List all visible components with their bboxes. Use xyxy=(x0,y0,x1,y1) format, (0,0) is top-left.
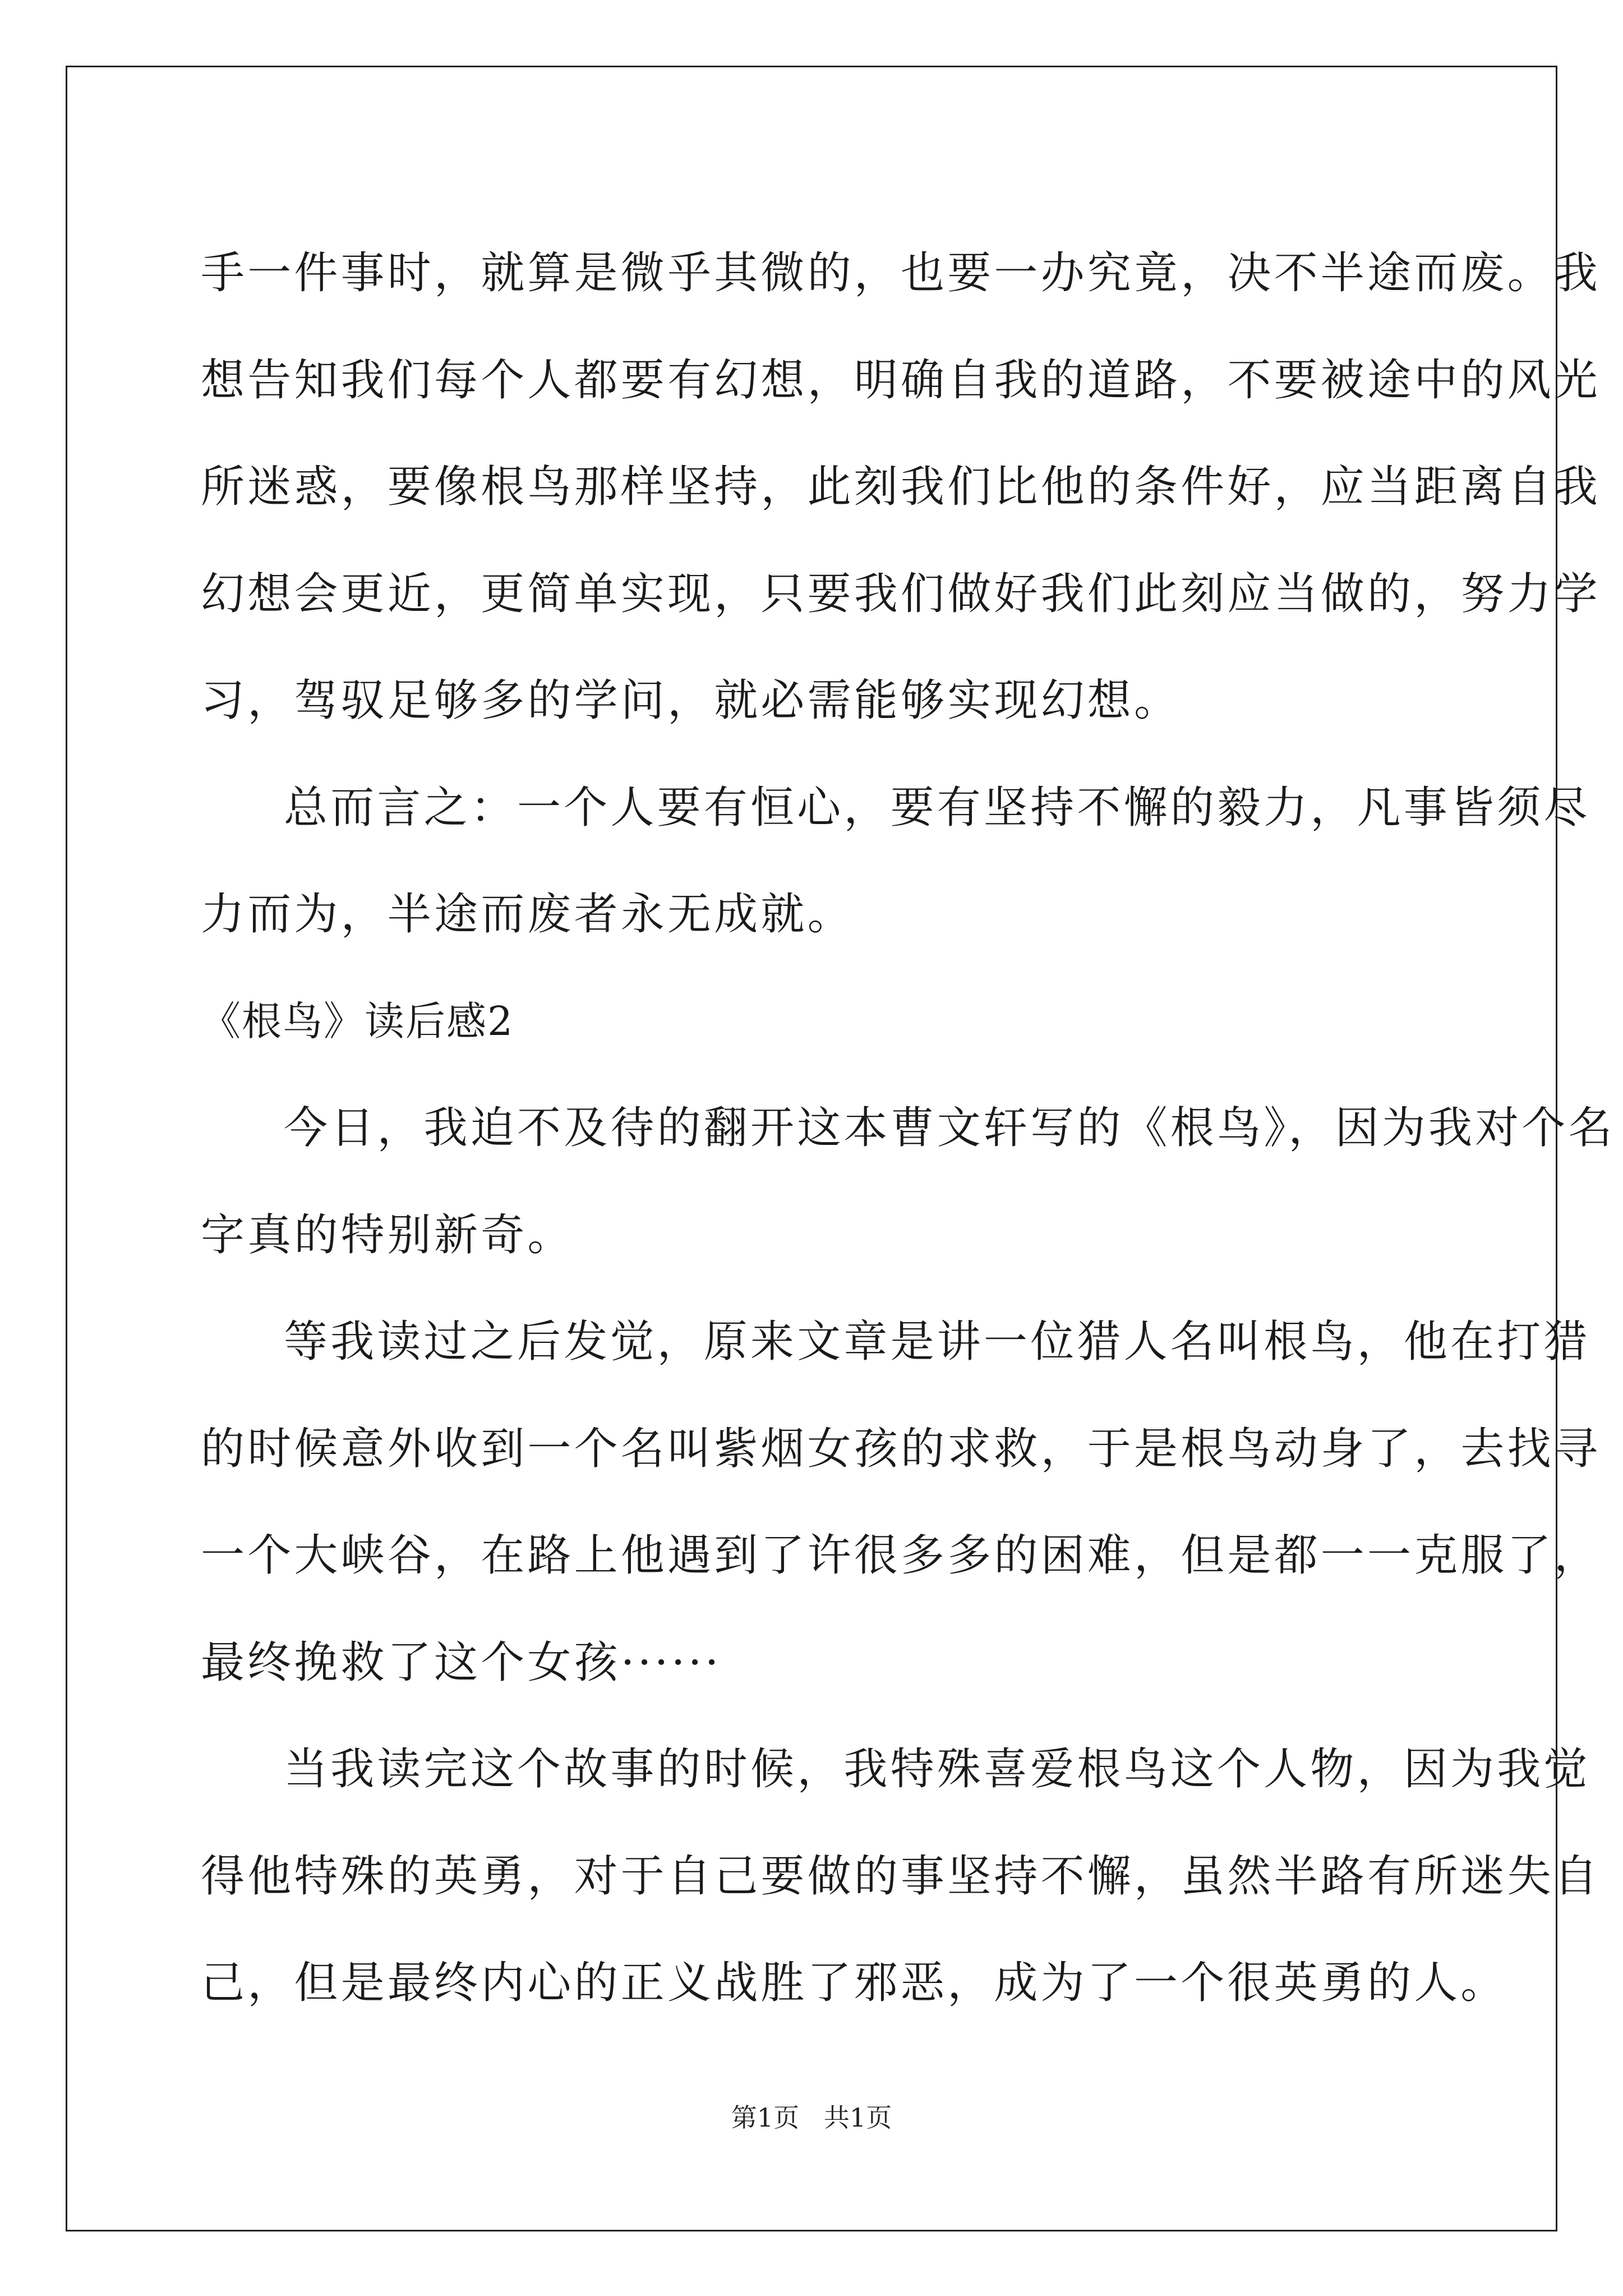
paragraph-line: 习，驾驭足够多的学问，就必需能够实现幻想。 xyxy=(201,675,1181,726)
section-heading: 《根鸟》读后感2 xyxy=(201,997,514,1045)
paragraph-line: 手一件事时，就算是微乎其微的，也要一办究竟，决不半途而废。我 xyxy=(201,248,1601,298)
paragraph-line: 今日，我迫不及待的翻开这本曹文轩写的《根鸟》，因为我对个名 xyxy=(284,1103,1615,1153)
paragraph-line: 得他特殊的英勇，对于自己要做的事坚持不懈，虽然半路有所迷失自 xyxy=(201,1851,1601,1902)
paragraph-line: 想告知我们每个人都要有幻想，明确自我的道路，不要被途中的风光 xyxy=(201,355,1601,406)
paragraph-line: 总而言之：一个人要有恒心，要有坚持不懈的毅力，凡事皆须尽 xyxy=(284,782,1590,833)
paragraph-line: 己，但是最终内心的正义战胜了邪恶，成为了一个很英勇的人。 xyxy=(201,1958,1507,2008)
paragraph-line: 所迷惑，要像根鸟那样坚持，此刻我们比他的条件好，应当距离自我 xyxy=(201,462,1601,512)
page-footer: 第1页 共1页 xyxy=(731,2102,892,2133)
document-body xyxy=(201,220,1615,2037)
paragraph-line: 当我读完这个故事的时候，我特殊喜爱根鸟这个人物，因为我觉 xyxy=(284,1744,1590,1795)
paragraph-line: 一个大峡谷，在路上他遇到了许很多多的困难，但是都一一克服了， xyxy=(201,1530,1601,1581)
paragraph-line: 字真的特别新奇。 xyxy=(201,1209,574,1260)
paragraph-line: 的时候意外收到一个名叫紫烟女孩的求救，于是根鸟动身了，去找寻 xyxy=(201,1423,1601,1474)
paragraph-line: 等我读过之后发觉，原来文章是讲一位猎人名叫根鸟，他在打猎 xyxy=(284,1317,1590,1367)
paragraph-line: 最终挽救了这个女孩······ xyxy=(201,1637,722,1688)
paragraph-line: 幻想会更近，更简单实现，只要我们做好我们此刻应当做的，努力学 xyxy=(201,568,1601,619)
paragraph-line: 力而为，半途而废者永无成就。 xyxy=(201,889,854,940)
